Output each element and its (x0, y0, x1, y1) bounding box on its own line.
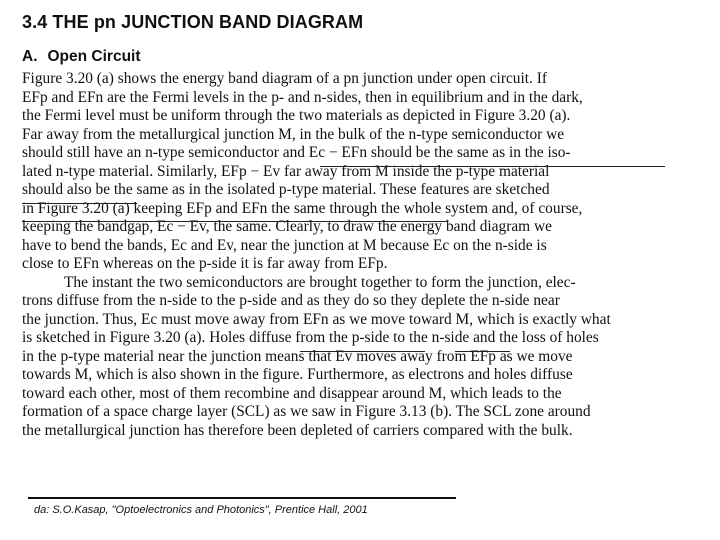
text-line: formation of a space charge layer (SCL) as we saw in Figure 3.13 (b). The SCL zone around (22, 403, 591, 420)
citation-rule (28, 497, 456, 499)
text-line: in the p-type material near the junction means that Ev moves away from EFp as we move (22, 347, 573, 365)
ink-underline (22, 203, 137, 204)
text-line: EFp and EFn are the Fermi levels in the p- and n-sides, then in equilibrium and in the dark, (22, 88, 583, 106)
text-line: keeping the bandgap, Ec − Ev, the same. Clearly, to draw the energy band diagram we (22, 218, 552, 235)
ink-underline (300, 351, 425, 352)
text-line: The instant the two semiconductors are brought together to form the junction, elec- (64, 273, 576, 291)
text-line: Figure 3.20 (a) shows the energy band diagram of a pn junction under open circuit. If (22, 70, 547, 87)
subsection-title (22, 48, 141, 66)
ink-underline (455, 351, 510, 352)
citation: da: S.O.Kasap, "Optoelectronics and Photonics", Prentice Hall, 2001 (34, 504, 368, 516)
text-line: toward each other, most of them recombine and disappear around M, which leads to the (22, 384, 562, 402)
text-line: is sketched in Figure 3.20 (a). Holes diffuse from the p-side to the n-side and the loss of holes (22, 329, 599, 346)
ink-underline (320, 166, 665, 167)
text-line: should still have an n-type semiconductor and Ec − EFn should be the same as in the iso- (22, 144, 571, 161)
subsection-title-text: Open Circuit (47, 48, 141, 65)
text-line: towards M, which is also shown in the figure. Furthermore, as electrons and holes diffuse (22, 366, 573, 383)
text-line: the junction. Thus, Ec must move away from EFn as we move toward M, which is exactly what (22, 310, 611, 328)
body-text (22, 70, 697, 440)
section-title: 3.4 THE pn JUNCTION BAND DIAGRAM (22, 12, 364, 32)
text-line: should also be the same as in the isolated p-type material. These features are sketched (22, 181, 550, 198)
text-line: the metallurgical junction has therefore been depleted of carriers compared with the bulk. (22, 421, 573, 439)
text-line: in Figure 3.20 (a) keeping EFp and EFn the same through the whole system and, of course, (22, 199, 583, 217)
ink-underline (22, 221, 447, 222)
text-line: have to bend the bands, Ec and Ev, near the junction at M because Ec on the n-side is (22, 236, 547, 254)
subsection-letter: A. (22, 48, 38, 65)
text-line: the Fermi level must be uniform through the two materials as depicted in Figure 3.20 (a). (22, 107, 571, 124)
text-line: close to EFn whereas on the p-side it is far away from EFp. (22, 255, 388, 272)
text-line: trons diffuse from the n-side to the p-side and as they do so they deplete the n-side near (22, 292, 560, 309)
text-line: Far away from the metallurgical junction M, in the bulk of the n-type semiconductor we (22, 125, 565, 143)
text-line: lated n-type material. Similarly, EFp − Ev far away from M inside the p-type material (22, 162, 550, 180)
